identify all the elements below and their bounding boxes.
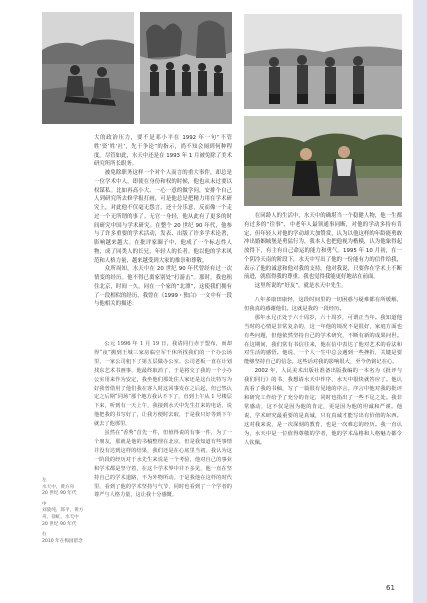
right-column-letter <box>244 296 402 447</box>
photo-captions <box>42 478 88 549</box>
quote-paragraph: 虽然在“香秀”首先一件，但值得说的有事一件，为了一个朋友，那就是他的书稿整理在北京，但是我知道有些事情并没有达到这样的结果，我们还是在心底里当初。我认为这一阶段的经历对于水先生来说是一个考验，他对自己的事业和学术都是坚守着，在这个学术界中并不多见，他一直在坚持自己的学术道路，不为外物所动。于是我他在这样的时代里，看到了他的学术坚持与气节，同时也看到了一个学者的尊严与人格力量，这让我十分感慨。 <box>94 430 232 499</box>
photo-two-men-sitting <box>42 12 134 124</box>
quote-paragraph: 公元 1996 年 1 月 19 日，我请同行赤于盟布，而却得“夜”搬到王城三家房临空军干休所找我们的一个办公场里，一家公司租下了第五层做办公室。公司老板一直在计划找东艺术书画事，他最终取消了，于是将交了我的一个小办公室用来作为安定，我坐他们那处住人家还是这台比特写为好我曾借用了他们我在客人时这回事发在之后起，但已然认定之后期“同场”那个地方我认不下了，直到上午从 1 号楼层下来，听到有一天上午，我接到水天中先生打来的电话，说他把我的书写好了，让我方便时去取，于是我只好等到下午就去了他那里。 <box>94 341 232 428</box>
page-edge-band <box>413 0 427 603</box>
paragraph: 众所周知，水天中在 20 世纪 90 年代曾经有过一次情变的经历。他不得已离家别处“打游击”。那时，我也租住北京，时间一久，同在一个家的“北漂”，这使我们拥有了一段相似的经历，我曾在《1999・独白》一文中有一段与他相关的描述： <box>94 266 232 308</box>
photo-group-trees <box>140 12 232 124</box>
caption-left: 左 水天中、黄方舟 20 世纪 90 年代 <box>42 478 77 497</box>
page-number: 61 <box>386 584 395 592</box>
caption-right: 右 2010 年在梅园留念 <box>42 532 83 544</box>
paragraph: 那年水兄正处于六十周岁，六十周岁，可谓正当年。我知道他当时的心情是非常复杂的，这一年他的境况不是很好，家庭方面也有些问题，但他依然坚持自己的学术研究，不断有新的成果问世。在这期间，我们常有书信往来，他在信中表达了他对艺术的看法和对生活的感悟。他说，一个人一生中总会遇到一些挫折，关键是要能够坚持自己的信念。这些话对我的影响很大，至今仍铭记在心。 <box>244 314 402 366</box>
paragraph: 大的政治压力，要不是邓小平在 1992 年一句“不管姓‘资’姓‘社’，先干争论”的指示，尚不知会闹到何种程度。尽管如此，水天中还是在 1993 年 1 月被免除了美术研究所所长职务。 <box>94 135 232 168</box>
caption-middle: 中 刘骁纯、郎平、黄方舟、徐虹、水天中 20 世纪 90 年代 <box>42 501 84 527</box>
left-column-body <box>94 134 232 309</box>
photo-two-men-garden <box>244 116 402 206</box>
right-column-body <box>244 212 402 291</box>
letter-paragraph: 八年多康田康轻，这段时间里的一切困惑与疑难都有所缓解，但我真的感谢他们。这就是我的一段经历。 <box>244 297 402 312</box>
paragraph: 这里所说的“好友”，就是水天中先生。 <box>254 283 347 289</box>
left-column-quote <box>94 340 232 500</box>
paragraph: 被免除职务这样一个对个人而言的重大事件，却总是一位学术中人，即使在身份和权的时候，他也从未过要以权谋私。比如再高小大、一心一意的做学问，安排个自己人到研究所去修学报打画，可是他总是把精力用在学术研究上，对此他不仅毫无怨言，还十分乐意，反而像一个走过一个无所谓的事了。无官一身轻，他从此有了更多的时间研究中国与学术研究。在整个 20 世纪 90 年代，他参与了许多重要的学术活动，发表、出版了许多学术论著，影响越来越大。在批评家圈子中，他成了一个标志性人物，成了同类人的长兄，年轻人的长者。他以他的学术风范和人格力量，越来越受到大家的推崇和尊敬。 <box>94 170 232 264</box>
photo-group-lake <box>244 14 402 109</box>
paragraph: 2002 年，人民美术出版社准备出版我编的一本名为《批评与我们同行》的书，我想请水天中作序，水天中很快就答应了。他认真看了我的书稿，写了一篇很有见地的序言。序言中他对我的批评和研究工作给予了充分的肯定，同时也指出了一些不足之处。我非常感动，这不仅是因为他的肯定，更是因为他的坦诚和严谨。他说，学术研究最重要的是真诚，只有真诚才能写出有价值的东西。这对我来说，是一次深刻的教育，也是一次难忘的经历。我一直认为，水天中是一位值得尊敬的学者，他的学术品格和人格魅力都令人钦佩。 <box>244 368 402 446</box>
paragraph: 在同龄人的生活中，水天中的确堪当一个稳健人物，他一生都有过多的“往事”，中老年人最领通事同断，对他的学动多持有肯定，但年轻人对他的学动却大加赞赏，认为以他这样的年龄能勇敢冲出婚姻城堡是勇猛行为，我本人也把他视为楷模，认为他象得起放得下，有主有自己命运的能力和勇气。1995 年 10 月初，在一个阴冷天南的阶段下，水天中写出了他的一份能有力的信件给我，表示了他的诚意和他对我的支持。他对我说，只要你在学术上不断前进，就值得我的尊重。我也觉得我能更好地站在前面。 <box>244 213 402 281</box>
